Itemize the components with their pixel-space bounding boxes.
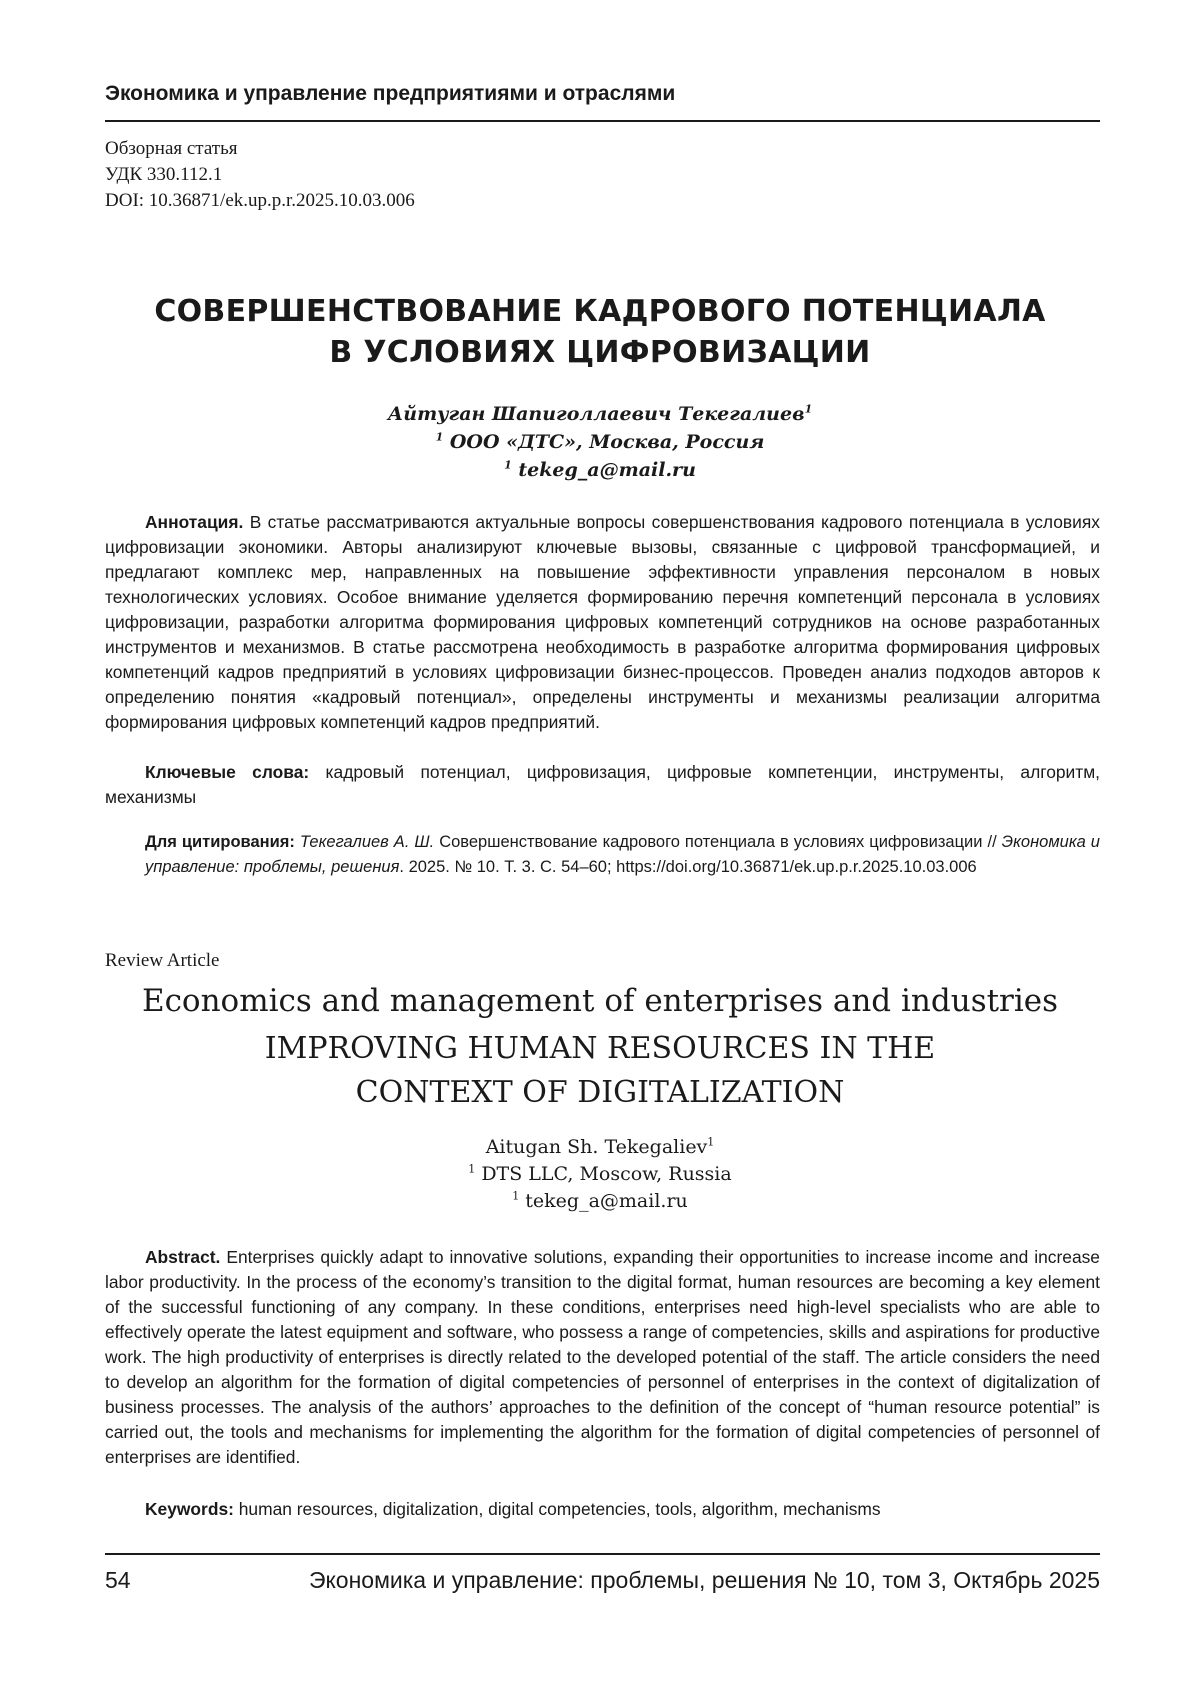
citation-title: Совершенствование кадрового потенциала в условиях цифровизации // [439,833,997,851]
ru-author-name: Айтуган Шапиголлаевич Текегалиев$^1$ [387,402,813,425]
ru-author-block [0,400,1200,484]
doi[interactable]: DOI: 10.36871/ek.up.p.r.2025.10.03.006 [105,190,415,211]
page-number: 54 [105,1567,131,1593]
en-keywords [105,1497,1100,1522]
udc-code: УДК 330.112.1 [105,164,223,185]
ru-abstract [105,510,1100,735]
ru-affiliation: $^1$ ООО «ДТС», Москва, Россия [435,430,765,453]
en-title-line2: CONTEXT OF DIGITALIZATION [355,1075,845,1110]
ru-abstract-label: Аннотация. [145,512,244,532]
ru-keywords-text: кадровый потенциал, цифровизация, цифровые компетенции, инструменты, алгоритм, механизмы [105,762,1101,807]
ru-email[interactable]: $^1$ tekeg_a@mail.ru [504,458,696,481]
citation-block [145,830,1100,880]
citation-journal: Экономика и управление: проблемы, решения [145,833,1100,876]
en-title-line1: IMPROVING HUMAN RESOURCES IN THE [264,1031,936,1066]
en-keywords-text: human resources, digitalization, digital competencies, tools, algorithm, mechanisms [238,1499,881,1519]
en-abstract-text: Enterprises quickly adapt to innovative solutions, expanding their opportunities to increase income and increase labor productivity. In the process of the economy’s transition to the digital format, human resources are becoming a key element of the successful functioning of any company. In these conditions, enterprises need high-level specialists who are able to effectively operate the latest equipment and software, who possess a range of competencies, skills and aspirations for productive work. The high productivity of enterprises is directly related to the developed potential of the staff. The article considers the need to develop an algorithm for the formation of digital competencies of personnel of enterprises in the context of digitalization of business processes. The analysis of the authors’ approaches to the definition of the concept of “human resource potential” is carried out, the tools and mechanisms for implementing the algorithm for the formation of digital competencies of personnel of enterprises are identified. [105,1247,1100,1467]
en-article-type: Review Article [105,950,220,971]
article-type: Обзорная статья [105,138,238,159]
ru-keywords [105,760,1100,810]
en-author-block [0,1134,1200,1215]
ru-title-line1: СОВЕРШЕНСТВОВАНИЕ КАДРОВОГО ПОТЕНЦИАЛА [154,294,1046,329]
header-divider [105,120,1100,122]
journal-issue: Экономика и управление: проблемы, решения № 10, том 3, Октябрь 2025 [308,1567,1100,1593]
en-email[interactable]: $^1$ tekeg_a@mail.ru [512,1189,688,1212]
citation-author: Текегалиев А. Ш. [299,833,435,851]
citation-details: . 2025. № 10. Т. 3. С. 54–60; https://doi.org/10.36871/ek.up.p.r.2025.10.03.006 [399,858,977,876]
article-meta [105,136,415,214]
en-keywords-label: Keywords: [145,1499,234,1519]
en-abstract-label: Abstract. [145,1247,221,1267]
en-author-name: Aitugan Sh. Tekegaliev$^1$ [485,1135,715,1158]
en-title [0,1027,1200,1115]
en-section-title: Economics and management of enterprises and industries [141,983,1059,1019]
en-affiliation: $^1$ DTS LLC, Moscow, Russia [468,1162,732,1185]
en-abstract [105,1245,1100,1470]
ru-keywords-label: Ключевые слова: [145,762,310,782]
ru-title-line2: В УСЛОВИЯХ ЦИФРОВИЗАЦИИ [329,335,871,370]
footer-divider [105,1553,1100,1555]
ru-abstract-text: В статье рассматриваются актуальные вопросы совершенствования кадрового потенциала в условиях цифровизации экономики. Авторы анализируют ключевые вызовы, связанные с цифровой трансформацией, и предлагают комплекс мер, направленных на повышение эффективности управления персоналом в новых технологических условиях. Особое внимание уделяется формированию перечня компетенций персонала в условиях цифровизации, разработки алгоритма формирования цифровых компетенций сотрудников на основе разработанных инструментов и механизмов. В статье рассмотрена необходимость в разработке алгоритма формирования цифровых компетенций кадров предприятий в условиях цифровизации бизнес-процессов. Проведен анализ подходов авторов к определению понятия «кадровый потенциал», определены инструменты и механизмы реализации алгоритма формирования цифровых компетенций кадров предприятий. [105,512,1100,732]
citation-label: Для цитирования: [145,833,295,851]
journal-section-header: Экономика и управление предприятиями и отраслями [105,82,676,105]
